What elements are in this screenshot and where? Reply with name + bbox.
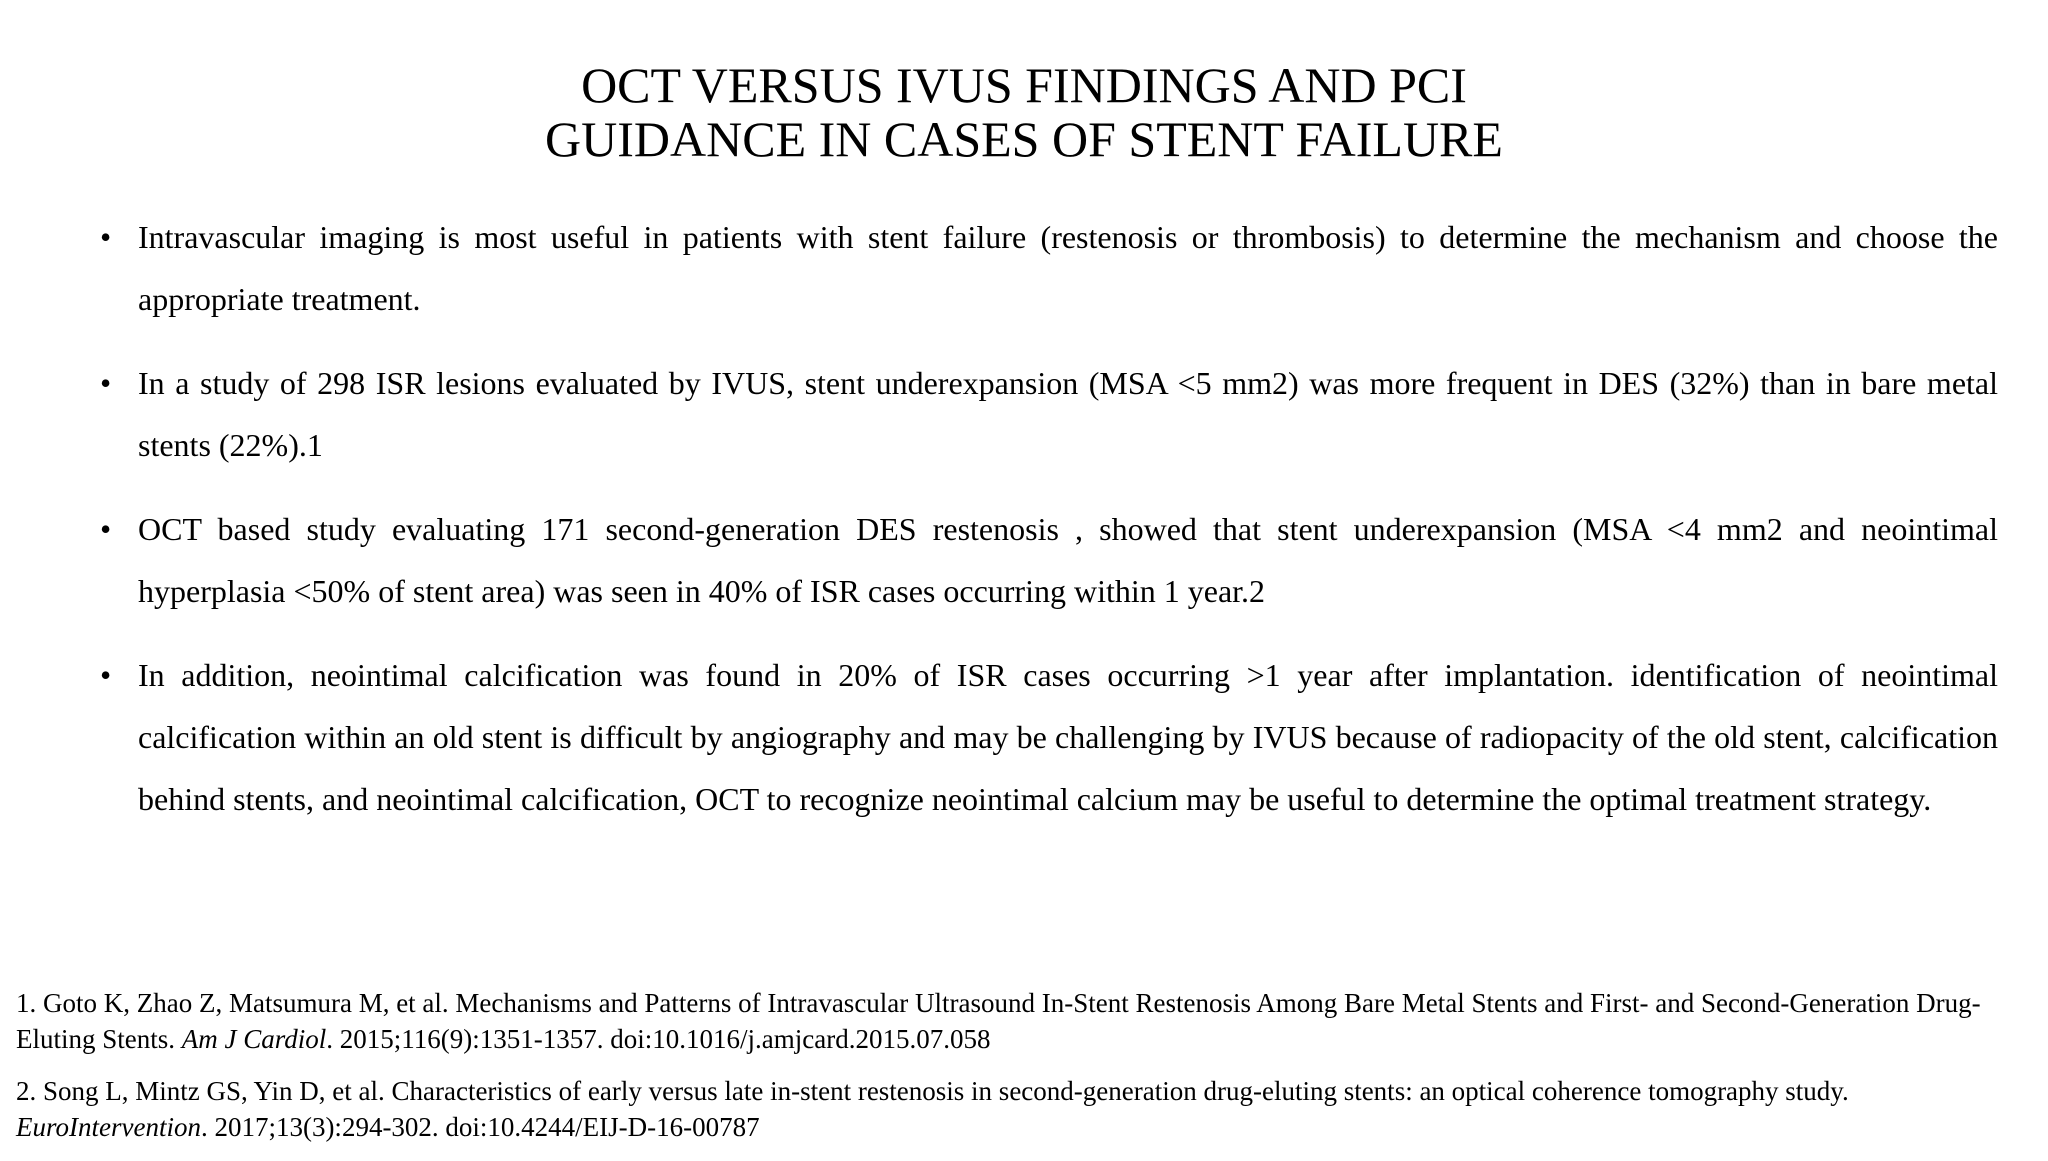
bullet-dot-icon: • (100, 657, 112, 693)
slide-title (0, 58, 2048, 166)
bullet-text: OCT based study evaluating 171 second-generation DES restenosis , showed that stent underexpansion (MSA <4 mm2 and neointimal hyperplasia <50% of stent area) was seen in 40% of ISR cases occurring within 1 year.2 (138, 511, 1998, 609)
slide-title-line-1: OCT VERSUS IVUS FINDINGS AND PCI (581, 57, 1467, 113)
bullet-text: In addition, neointimal calcification was found in 20% of ISR cases occurring >1 year after implantation. identification of neointimal calcification within an old stent is difficult by angiography and may be challenging by IVUS because of radiopacity of the old stent, calcification behind stents, and neointimal calcification, OCT to recognize neointimal calcium may be useful to determine the optimal treatment strategy. (138, 657, 1998, 817)
reference-text: 2. Song L, Mintz GS, Yin D, et al. Characteristics of early versus late in-stent restenosis in second-generation drug-eluting stents: an optical coherence tomography study. (16, 1076, 1849, 1106)
bullet-text: Intravascular imaging is most useful in patients with stent failure (restenosis or thrombosis) to determine the mechanism and choose the appropriate treatment. (138, 219, 1998, 317)
bullet-item-4 (100, 644, 1998, 830)
bullet-dot-icon: • (100, 511, 112, 547)
reference-text: 1. Goto K, Zhao Z, Matsumura M, et al. Mechanisms and Patterns of Intravascular Ultrasound In-Stent Restenosis Among Bare Metal Stents and First- and Second-Generation Drug-Eluting Stents. (16, 988, 1981, 1054)
bullet-list (100, 206, 1998, 852)
slide-title-line-2: GUIDANCE IN CASES OF STENT FAILURE (545, 111, 1503, 167)
reference-journal: Am J Cardiol (181, 1024, 327, 1054)
bullet-dot-icon: • (100, 219, 112, 255)
bullet-item-2 (100, 352, 1998, 476)
reference-1 (16, 985, 2006, 1057)
reference-details: . 2015;116(9):1351-1357. doi:10.1016/j.amjcard.2015.07.058 (326, 1024, 991, 1054)
bullet-item-1 (100, 206, 1998, 330)
reference-journal: EuroIntervention (16, 1112, 201, 1142)
references (16, 985, 2006, 1161)
bullet-dot-icon: • (100, 365, 112, 401)
bullet-text: In a study of 298 ISR lesions evaluated by IVUS, stent underexpansion (MSA <5 mm2) was more frequent in DES (32%) than in bare metal stents (22%).1 (138, 365, 1998, 463)
reference-details: . 2017;13(3):294-302. doi:10.4244/EIJ-D-16-00787 (200, 1112, 760, 1142)
reference-2 (16, 1073, 2006, 1145)
bullet-item-3 (100, 498, 1998, 622)
